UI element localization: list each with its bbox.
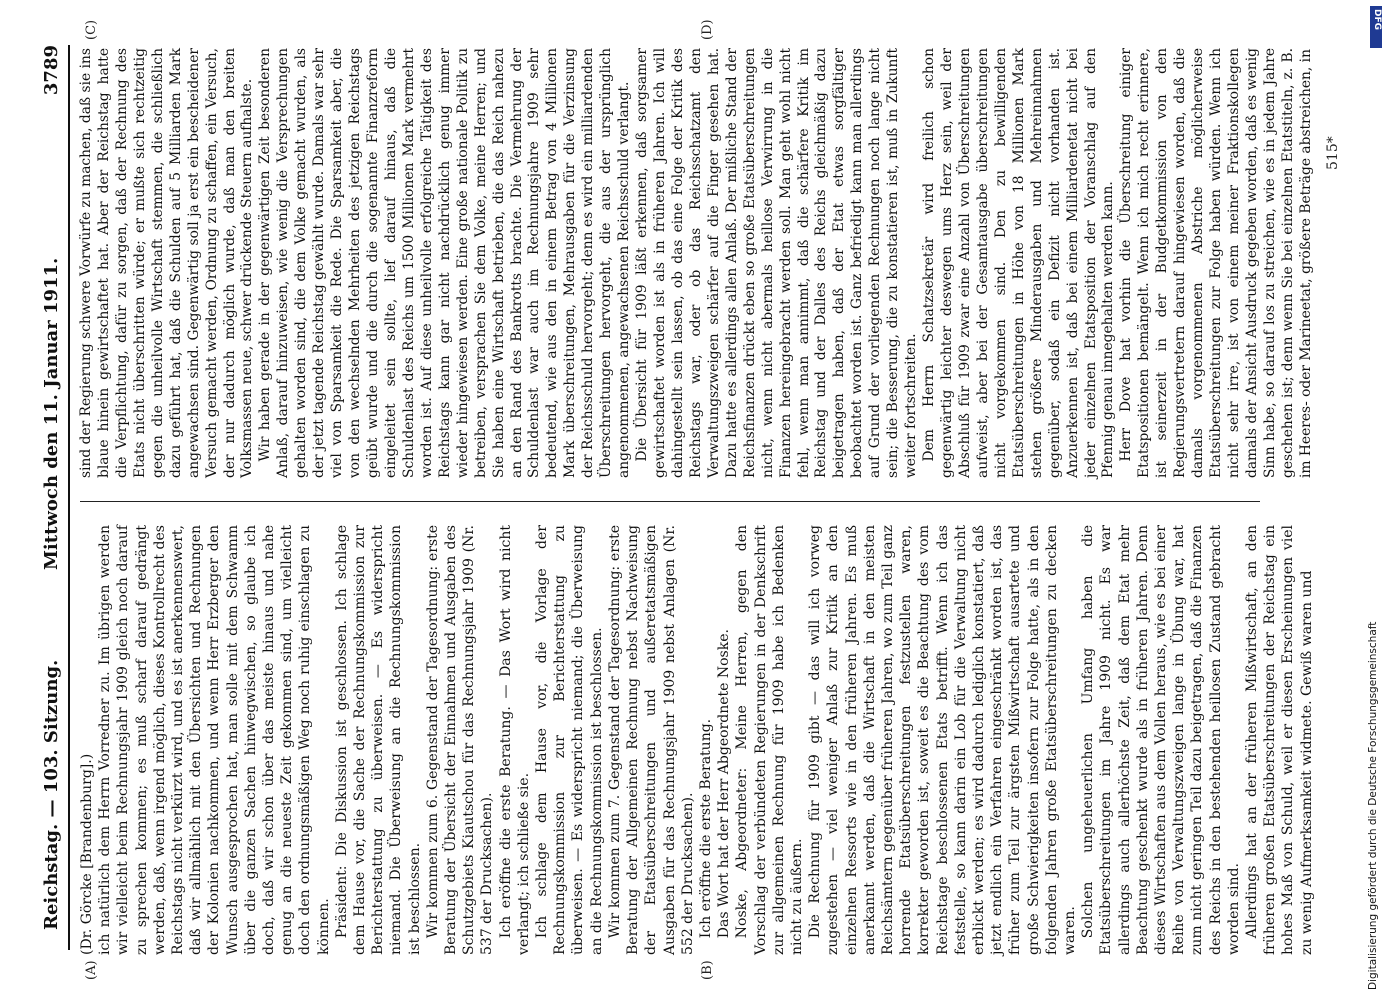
paragraph: Dem Herrn Schatzsekretär wird freilich schon gegenwärtig leichter deswegen ums Herz sein, weil der Abschluß für 1909 zwar eine Anzahl von Überschreitungen aufweist, aber bei der Gesamtausgabe überschreitungen nicht vorgekommen sind. Den zu bewilligenden Etatsüberschreitungen in Höhe von 18 Millionen Mark stehen größere Minderausgaben und Mehreinnahmen gegenüber, sodaß ein Defizit nicht vorhanden ist. Anzuerkennen ist, daß bei einem Milliardenetat nicht bei jeder einzelnen Etatsposition der Voranschlag auf den Pfennig genau innegehalten werden kann. bbox=[921, 48, 1117, 478]
paragraph: Wir haben gerade in der gegenwärtigen Zeit besonderen Anlaß, darauf hinzuweisen, wie wenig die Versprechungen gehalten worden sind, die dem Volke gemacht wurden, als der jetzt tagende Reichstag gewählt wurde. Damals war sehr viel von Sparsamkeit die Rede. Die Sparsamkeit aber, die von den wechselnden Mehrheiten des jetzigen Reichstags geübt wurde und die durch die sogenannte Finanzreform eingeleitet sein sollte, lief darauf hinaus, daß die Schuldenlast des Reichs um 1500 Millionen Mark vermehrt worden ist. Auf diese unheilvolle erfolgreiche Tätigkeit des Reichstags kann gar nicht nachdrücklich genug immer wieder hingewiesen werden. Eine große nationale Politik zu betreiben, versprachen Sie dem Volke, meine Herren; und Sie haben eine Wirtschaft betrieben, die das Reich nahezu an den Rand des Bankrotts brachte. Die Vermehrung der Schuldenlast war auch im Rechnungsjahre 1909 sehr bedeutend, wie aus den in einem Betrag von 4 Millionen Mark überschreitungen, Mehrausgaben für die Verzinsung der Reichsschuld hervorgeht; denn es wird ein milliardenden Überschreitungen hervorgeht, die aus der ursprünglich angenommenen, angewachsenen Reichsschuld verlangt. bbox=[257, 48, 633, 478]
paragraph: Herr Dove hat vorhin die Überschreitung einiger Etatspositionen bemängelt. Wenn ich mich recht erinnere, ist seinerzeit in der Budgetkommission von den Regierungsvertretern darauf hingewiesen worden, daß die damals vorgenommenen Abstriche möglicherweise Etatsüberschreitungen zur Folge haben würden. Wenn ich nicht sehr irre, ist von einem meiner Fraktionskollegen damals der Ansicht Ausdruck gegeben worden, daß es wenig Sinn habe, so darauf los zu streichen, wie es in jedem Jahre geschehen ist; denn wenn Sie bei einzelnen Etatstiteln, z. B. im Heeres- oder Marineetat, größere Beträge abstreichen, in bbox=[1118, 48, 1314, 478]
margin-marker-a: (A) bbox=[84, 960, 99, 980]
paragraph: Wir kommen zum 7. Gegenstand der Tagesordnung: erste Beratung der Allgemeinen Rechnung nebst Nachweisung der Etatsüberschreitungen und außeretatsmäßigen Ausgaben für das Rechnungsjahr 1909 nebst Anlagen (Nr. 552 der Drucksachen). bbox=[606, 525, 696, 955]
paragraph: Das Wort hat der Herr Abgeordnete Noske. bbox=[716, 629, 733, 939]
paragraph: Ich schlage dem Hause vor, die Vorlage der Rechnungskommission zur Berichterstattung zu überweisen. — Es widerspricht niemand; die Überweisung an die Rechnungskommission ist beschlossen. bbox=[534, 525, 605, 955]
paragraph: Wir kommen zum 6. Gegenstand der Tagesordnung: erste Beratung der Übersicht der Einnahmen und Ausgaben des Schutzgebiets Kiautschou für das Rechnungsjahr 1909 (Nr. 537 der Drucksachen). bbox=[424, 525, 496, 955]
margin-marker-c: (C) bbox=[84, 19, 99, 40]
paragraph: Solchen ungeheuerlichen Umfang haben die Etatsüberschreitungen im Jahre 1909 nicht. Es war allerdings auch allerhöchste Zeit, daß dem Etat mehr Beachtung geschenkt wurde als in früheren Jahren. Denn dieses Wirtschaften aus dem Vollen heraus, wie es bei einer Reihe von Verwaltungszweigen lange in Übung war, hat zum nicht geringen Teil dazu beigetragen, daß die Finanzen des Reichs in den bestehenden heillosen Zustand gebracht worden sind. bbox=[1080, 525, 1242, 955]
dfg-logo bbox=[1370, 6, 1382, 48]
page-number: 3789 bbox=[41, 45, 62, 96]
speaker-tag: (Dr. Görcke [Brandenburg].) bbox=[79, 753, 95, 955]
header-left-title: Reichstag. — 103. Sitzung. bbox=[41, 659, 62, 930]
digitization-attribution: Digitalisierung gefördert durch die Deutsche Forschungsgemeinschaft bbox=[1367, 621, 1379, 990]
paragraph: Die Rechnung für 1909 gibt — das will ich vorweg zugestehen — viel weniger Anlaß zur Kritik an den einzelnen Ressorts wie in den früheren Jahren. Es muß anerkannt werden, daß die Wirtschaft in den meisten Reichsämtern gegenüber früheren Jahren, wo zum Teil ganz horrende Etatsüberschreitungen festzustellen waren, korrekter geworden ist, soweit es die Beachtung des vom Reichstage beschlossenen Etats betrifft. Wenn ich das feststelle, so kann darin ein Lob für die Verwaltung nicht erblickt werden; es wird dadurch lediglich konstatiert, daß jetzt endlich ein Verfahren eingeschränkt worden ist, das früher zum Teil zur ärgsten Mißwirtschaft ausartete und große Schwierigkeiten insofern zur Folge hatte, als in den folgenden Jahren große Etatsüberschreitungen zu decken waren. bbox=[807, 525, 1078, 955]
paragraph: Die Übersicht für 1909 läßt erkennen, daß sorgsamer gewirtschaftet worden ist als in früheren Jahren. Ich will dahingestellt sein lassen, ob das eine Folge der Kritik des Reichstags war, oder ob das Reichsschatzamt den Verwaltungszweigen schärfer auf die Finger gesehen hat. Dazu hatte es allerdings allen Anlaß. Der mißliche Stand der Reichsfinanzen drückt eben so große Etatsüberschreitungen nicht, wenn nicht abermals heillose Verwirrung in die Finanzen hereingebracht werden soll. Man geht wohl nicht fehl, wenn man annimmt, daß die schärfere Kritik im Reichstag und der Dalles des Reichs gleichmäßig dazu beigetragen haben, daß der Etat etwas sorgfältiger beobachtet worden ist. Ganz befriedigt kann man allerdings auf Grund der vorliegenden Rechnungen noch lange nicht sein; die Besserung, die zu konstatieren ist, muß in Zukunft weiter fortschreiten. bbox=[634, 48, 920, 478]
paragraph: Ich eröffne die erste Beratung. bbox=[697, 718, 714, 939]
page-header bbox=[28, 45, 70, 950]
paragraph: Präsident: Die Diskussion ist geschlossen. Ich schlage dem Hause vor, die Sache der Rechnungskommission zur Berichterstattung zu überweisen. — Es widerspricht niemand. Die Überweisung an die Rechnungskommission ist beschlossen. bbox=[333, 525, 423, 955]
paragraph: ich natürlich dem Herrn Vorredner zu. Im übrigen werden wir vielleicht beim Rechnungsjahr 1909 gleich noch darauf zu sprechen kommen; es muß scharf darauf gedrängt werden, daß, wenn irgend möglich, dieses Kontrollrecht des Reichstags nicht verkürzt wird, und es ist anerkennenswert, daß wir allmählich mit den Übersichten und Rechnungen der Kolonien nachkommen, und wenn Herr Erzberger den Wunsch ausgesprochen hat, man solle mit dem Schwamm über die ganzen Sachen hinwegwischen, so glaube ich doch, daß wir schon über das meiste hinaus und nahe genug an die neueste Zeit gekommen sind, um vielleicht doch den ordnungsmäßigen Weg noch ruhig einschlagen zu können. bbox=[97, 525, 332, 955]
left-column bbox=[78, 525, 1316, 955]
header-date: Mittwoch den 11. Januar 1911. bbox=[41, 257, 62, 570]
paragraph: sind der Regierung schwere Vorwürfe zu machen, daß sie ins blaue hinein gewirtschaftet hat. Aber der Reichstag hatte die Verpflichtung, dafür zu sorgen, daß der Rechnung des Etats nicht überschritten würde; er mußte sich rechtzeitig gegen die unheilvolle Wirtschaft stemmen, die schließlich dazu geführt hat, daß die Schulden auf 5 Milliarden Mark angewachsen sind. Gegenwärtig soll ja erst ein bescheidener Versuch gemacht werden, Ordnung zu schaffen, ein Versuch, der nur dadurch möglich wurde, daß man den breiten Volksmassen neue, schwer drückende Steuern aufhalste. bbox=[78, 48, 256, 478]
right-column bbox=[78, 48, 1316, 478]
paragraph: Allerdings hat an der früheren Mißwirtschaft, an den früheren großen Etatsüberschreitungen der Reichstag ein hohes Maß von Schuld, weil er diesen Erscheinungen viel zu wenig Aufmerksamkeit widmete. Gewiß waren und bbox=[1244, 525, 1315, 955]
column-divider bbox=[80, 501, 1260, 502]
margin-marker-d: (D) bbox=[700, 19, 715, 40]
page-footer-number: 515* bbox=[1325, 136, 1341, 170]
margin-marker-b: (B) bbox=[700, 960, 715, 980]
dfg-logo-text: DFG bbox=[1372, 9, 1382, 31]
paragraph: Ich eröffne die erste Beratung. — Das Wort wird nicht verlangt; ich schließe sie. bbox=[497, 525, 532, 955]
paragraph: Noske, Abgeordneter: Meine Herren, gegen den Vorschlag der verbündeten Regierungen in der Denkschrift zur allgemeinen Rechnung für 1909 habe ich Bedenken nicht zu äußern. bbox=[734, 525, 805, 955]
